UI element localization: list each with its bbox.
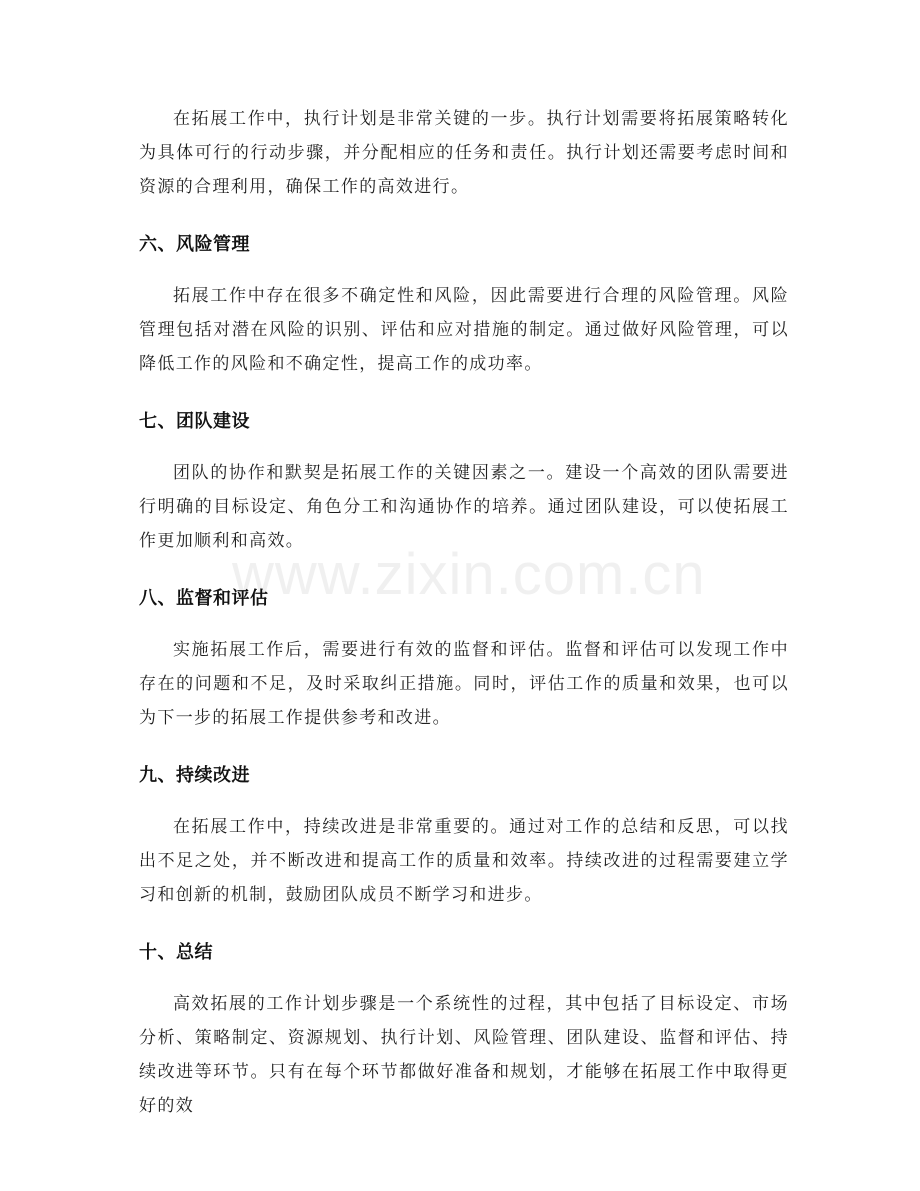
heading-continuous-improvement: 九、持续改进 bbox=[139, 765, 250, 786]
heading-supervision-evaluation: 八、监督和评估 bbox=[139, 588, 269, 609]
paragraph-continuous-improvement: 在拓展工作中，持续改进是非常重要的。通过对工作的总结和反思，可以找出不足之处，并不断改进和提高工作的质量和效率。持续改进的过程需要建立学习和创新的机制，鼓励团队成员不断学习和进步。 bbox=[139, 817, 789, 905]
paragraph-team-building: 团队的协作和默契是拓展工作的关键因素之一。建设一个高效的团队需要进行明确的目标设定、角色分工和沟通协作的培养。通过团队建设，可以使拓展工作更加顺利和高效。 bbox=[139, 463, 789, 551]
paragraph-execution-plan: 在拓展工作中，执行计划是非常关键的一步。执行计划需要将拓展策略转化为具体可行的行动步骤，并分配相应的任务和责任。执行计划还需要考虑时间和资源的合理利用，确保工作的高效进行。 bbox=[139, 109, 789, 197]
document-body bbox=[139, 102, 789, 1123]
heading-team-building: 七、团队建设 bbox=[139, 411, 250, 432]
watermark-text: www.zixin.com.cn bbox=[232, 542, 706, 607]
paragraph-supervision-evaluation: 实施拓展工作后，需要进行有效的监督和评估。监督和评估可以发现工作中存在的问题和不足，及时采取纠正措施。同时，评估工作的质量和效果，也可以为下一步的拓展工作提供参考和改进。 bbox=[139, 640, 789, 728]
paragraph-risk-management: 拓展工作中存在很多不确定性和风险，因此需要进行合理的风险管理。风险管理包括对潜在风险的识别、评估和应对措施的制定。通过做好风险管理，可以降低工作的风险和不确定性，提高工作的成功率。 bbox=[139, 286, 789, 374]
paragraph-summary: 高效拓展的工作计划步骤是一个系统性的过程，其中包括了目标设定、市场分析、策略制定、资源规划、执行计划、风险管理、团队建设、监督和评估、持续改进等环节。只有在每个环节都做好准备和规划，才能够在拓展工作中取得更好的效 bbox=[139, 994, 789, 1116]
heading-risk-management: 六、风险管理 bbox=[139, 234, 250, 255]
heading-summary: 十、总结 bbox=[139, 942, 213, 963]
